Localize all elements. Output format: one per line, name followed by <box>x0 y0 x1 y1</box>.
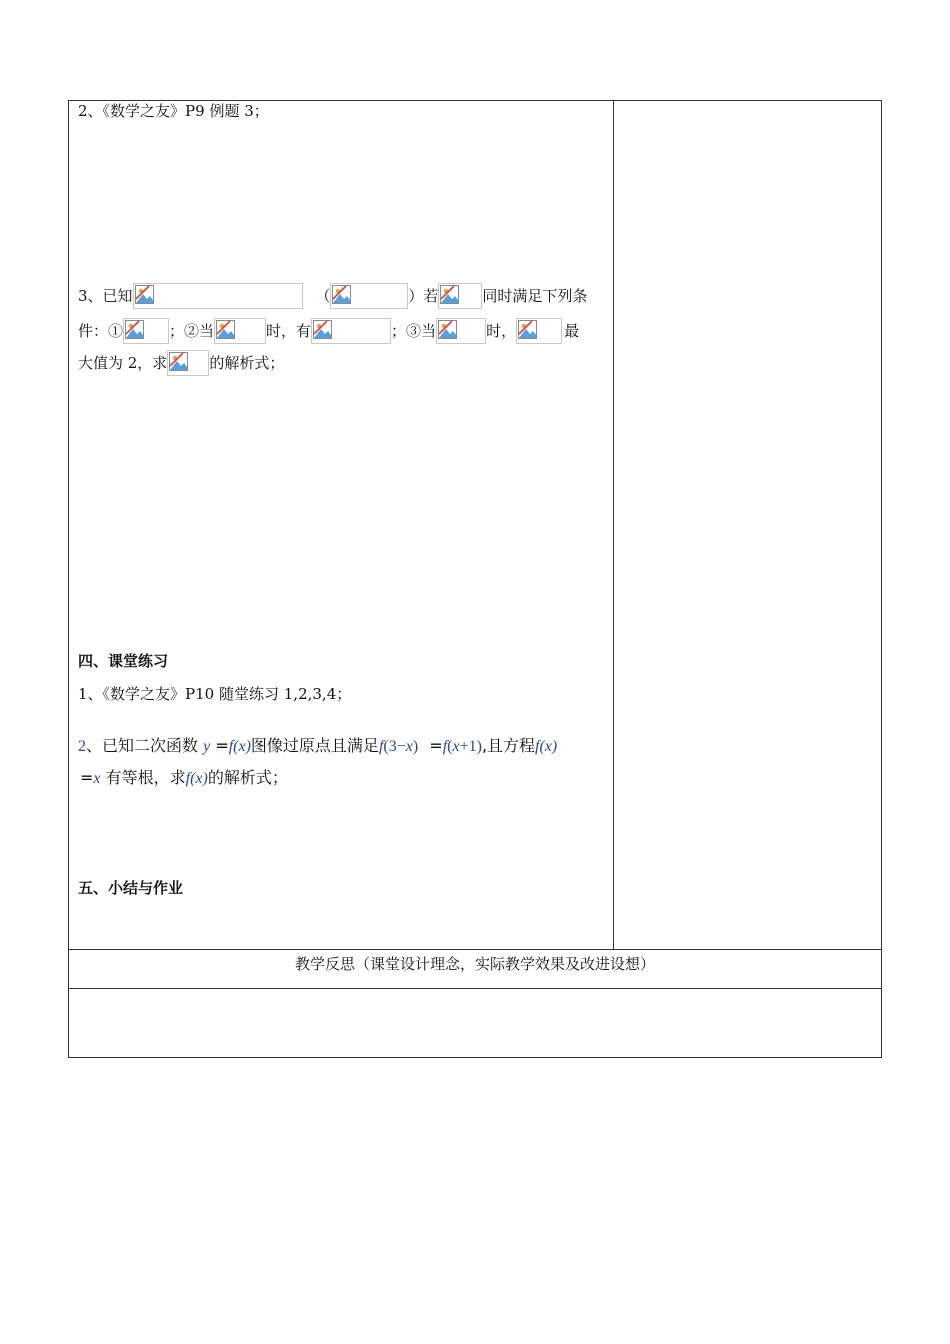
item3-l2-e: 时， <box>486 322 517 340</box>
item3-l3-b: 的解析式； <box>209 354 285 372</box>
practice2-fx: f(x) <box>228 738 251 755</box>
practice2-t1: 、已知二次函数 <box>86 736 199 755</box>
broken-image-icon <box>311 318 391 344</box>
practice2-open2: ( <box>447 738 453 755</box>
broken-image-icon <box>133 283 303 309</box>
practice2-x1: x <box>405 738 413 755</box>
example-item-3-line-2 <box>78 318 579 344</box>
practice2-t2: 图像过原点且满足 <box>250 736 379 755</box>
broken-image-icon <box>516 318 562 344</box>
reflection-header-cell <box>68 949 882 989</box>
section-5-title: 五、小结与作业 <box>78 879 184 897</box>
practice2-y: y <box>203 738 211 755</box>
section-4-title: 四、课堂练习 <box>78 652 169 670</box>
practice-item-2-line-2 <box>80 767 288 790</box>
item3-paren-close: ）若 <box>408 287 439 305</box>
example-item-3-line-1 <box>78 283 587 309</box>
broken-image-icon <box>436 318 486 344</box>
practice2-x2: x <box>452 738 460 755</box>
item3-l3-a: 大值为 2，求 <box>78 354 168 372</box>
practice2-f2: f <box>442 738 448 755</box>
broken-image-icon <box>167 350 209 376</box>
practice2-l2-t1: 有等根，求 <box>105 768 186 787</box>
main-content-cell <box>68 100 614 950</box>
example-item-2: 2、《数学之友》P9 例题 3； <box>78 102 269 120</box>
practice2-close1: ) <box>412 738 419 755</box>
practice-item-2-line-1 <box>78 735 557 758</box>
item3-paren-open: （ <box>315 287 331 305</box>
item3-prefix: 3、已知 <box>78 287 133 305</box>
broken-image-icon <box>330 283 408 309</box>
practice2-l2-x: x <box>93 770 101 787</box>
practice2-l2-t2: 的解析式； <box>207 768 288 787</box>
practice2-num: 2 <box>78 738 86 755</box>
practice2-f1: f <box>378 738 384 755</box>
broken-image-icon <box>123 318 169 344</box>
broken-image-icon <box>438 283 482 309</box>
item3-l2-f: 最 <box>564 322 580 340</box>
side-notes-cell <box>613 100 882 950</box>
reflection-body-cell <box>68 988 882 1058</box>
practice2-l2-eq: = <box>80 768 94 787</box>
practice-item-1: 1、《数学之友》P10 随堂练习 1,2,3,4； <box>78 685 352 703</box>
practice2-eq: = <box>215 736 229 755</box>
item3-l2-a: 件：① <box>78 322 124 340</box>
item3-l2-c: 时，有 <box>266 322 312 340</box>
practice2-t3: ,且方程 <box>481 736 536 755</box>
item3-l2-b: ；②当 <box>169 322 215 340</box>
practice2-fx2: f(x) <box>535 738 558 755</box>
practice2-close2: +1) <box>459 738 482 755</box>
broken-image-icon <box>214 318 266 344</box>
practice2-l2-fx: f(x) <box>185 770 208 787</box>
item3-l2-d: ；③当 <box>391 322 437 340</box>
example-item-3-line-3 <box>78 350 284 376</box>
practice2-open1: (3− <box>383 738 406 755</box>
practice2-eq2: = <box>429 736 443 755</box>
item3-condition-intro: 同时满足下列条 <box>482 287 588 305</box>
reflection-title: 教学反思（课堂设计理念，实际教学效果及改进设想） <box>294 955 655 973</box>
